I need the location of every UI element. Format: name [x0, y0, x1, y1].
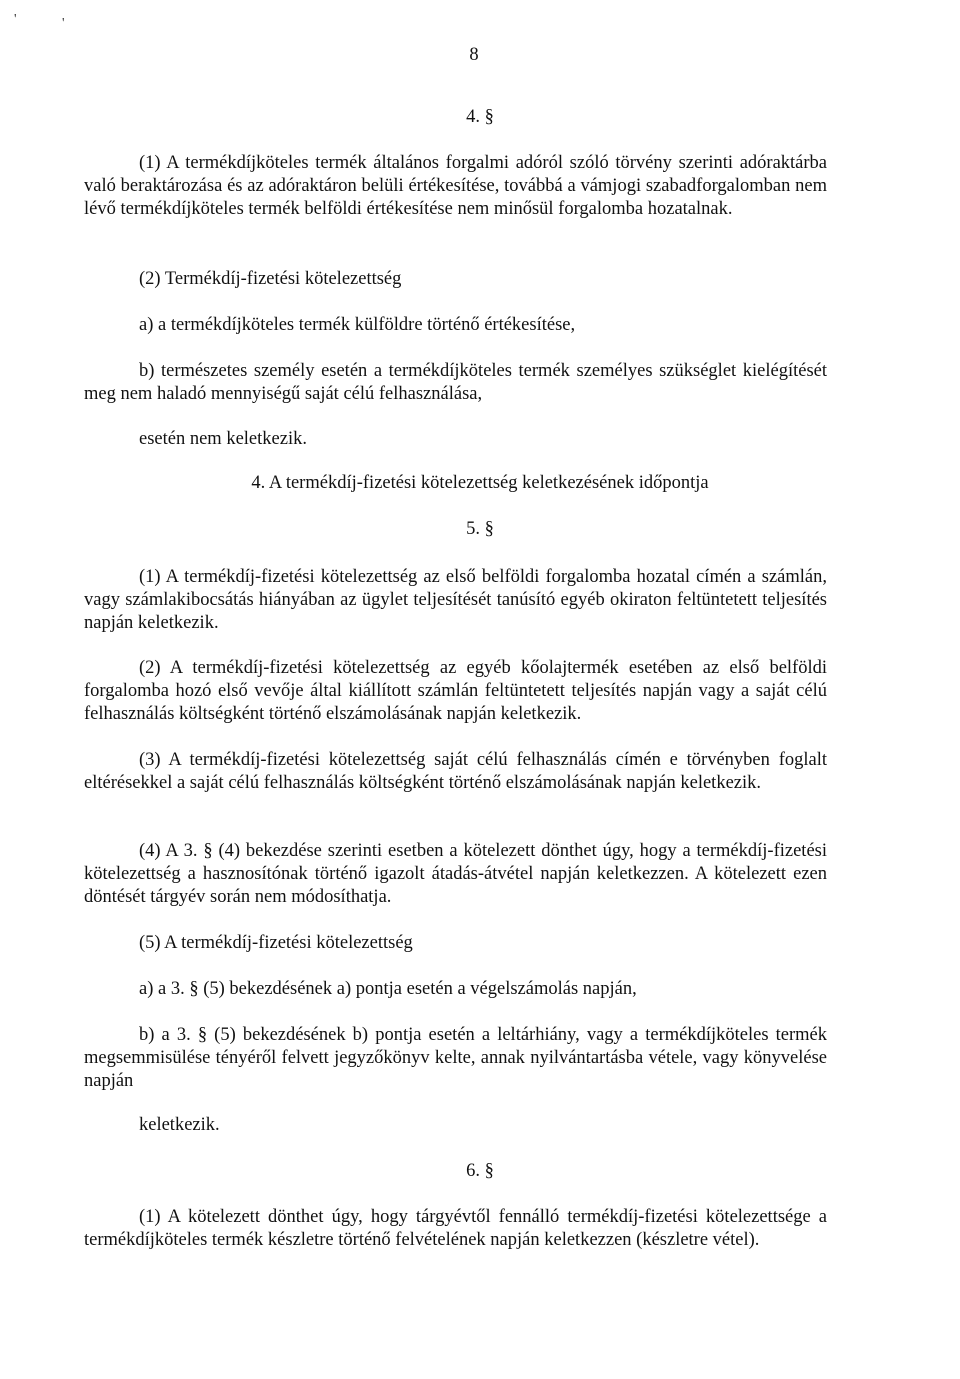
section-6-paragraph-1: (1) A kötelezett dönthet úgy, hogy tárgyévtől fennálló termékdíj-fizetési kötelezettsége a termékdíjköteles termék készletre történő felvételének napján keletkezzen (készletre vétel).: [84, 1207, 827, 1250]
section-5-paragraph-3: (3) A termékdíj-fizetési kötelezettség saját célú felhasználás címén e törvényben foglalt eltérésekkel a saját célú felhasználás költségként történő elszámolásának napján keletkezik.: [84, 750, 827, 793]
page-number: 8: [469, 45, 479, 65]
chapter-4-title: 4. A termékdíj-fizetési kötelezettség keletkezésének időpontja: [251, 473, 709, 493]
section-4-paragraph-1: (1) A termékdíjköteles termék általános forgalmi adóról szóló törvény szerinti adóraktárba való beraktározása és az adóraktáron belüli értékesítése, továbbá a vámjogi szabadforgalomban nem lévő termékdíjköteles termék belföldi értékesítése nem minősül forgalomba hozatalnak.: [84, 153, 827, 219]
section-4-closing: esetén nem keletkezik.: [139, 429, 307, 449]
section-5-paragraph-1: (1) A termékdíj-fizetési kötelezettség az első belföldi forgalomba hozatal címén a számlán, vagy számlakibocsátás hiányában az ügylet teljesítését tanúsító egyéb okiraton feltüntetett teljesítés napján keletkezik.: [84, 567, 827, 633]
scan-mark-left: ': [14, 12, 17, 27]
section-4-point-a: a) a termékdíjköteles termék külföldre történő értékesítése,: [139, 315, 576, 335]
section-5-point-a: a) a 3. § (5) bekezdésének a) pontja esetén a végelszámolás napján,: [139, 979, 637, 999]
section-4-paragraph-2: (2) Termékdíj-fizetési kötelezettség: [139, 269, 402, 289]
section-5-paragraph-5: (5) A termékdíj-fizetési kötelezettség: [139, 933, 413, 953]
section-5-heading: 5. §: [466, 519, 494, 539]
section-4-heading: 4. §: [466, 107, 494, 127]
section-5-paragraph-2: (2) A termékdíj-fizetési kötelezettség az egyéb kőolajtermék esetében az első belföldi forgalomba hozó első vevője által kiállított számlán feltüntetett teljesítés napján vagy a saját célú felhasználás költségként történő elszámolásának napján keletkezik.: [84, 658, 827, 724]
section-5-paragraph-4: (4) A 3. § (4) bekezdése szerinti esetben a kötelezett dönthet úgy, hogy a termékdíj-fizetési kötelezettség a hasznosítónak történő igazolt átadás-átvétel napján keletkezzen. A kötelezett ezen döntését tárgyév során nem módosíthatja.: [84, 841, 827, 907]
section-5-closing: keletkezik.: [139, 1115, 220, 1135]
section-6-heading: 6. §: [466, 1161, 494, 1181]
section-4-point-b: b) természetes személy esetén a termékdíjköteles termék személyes szükséglet kielégítését meg nem haladó mennyiségű saját célú felhasználása,: [84, 361, 827, 404]
section-5-point-b: b) a 3. § (5) bekezdésének b) pontja esetén a leltárhiány, vagy a termékdíjköteles termék megsemmisülése tényéről felvett jegyzőkönyv kelte, annak nyilvántartásba vétele, vagy könyvelése napján: [84, 1025, 827, 1091]
scan-mark-right: ': [62, 16, 65, 31]
